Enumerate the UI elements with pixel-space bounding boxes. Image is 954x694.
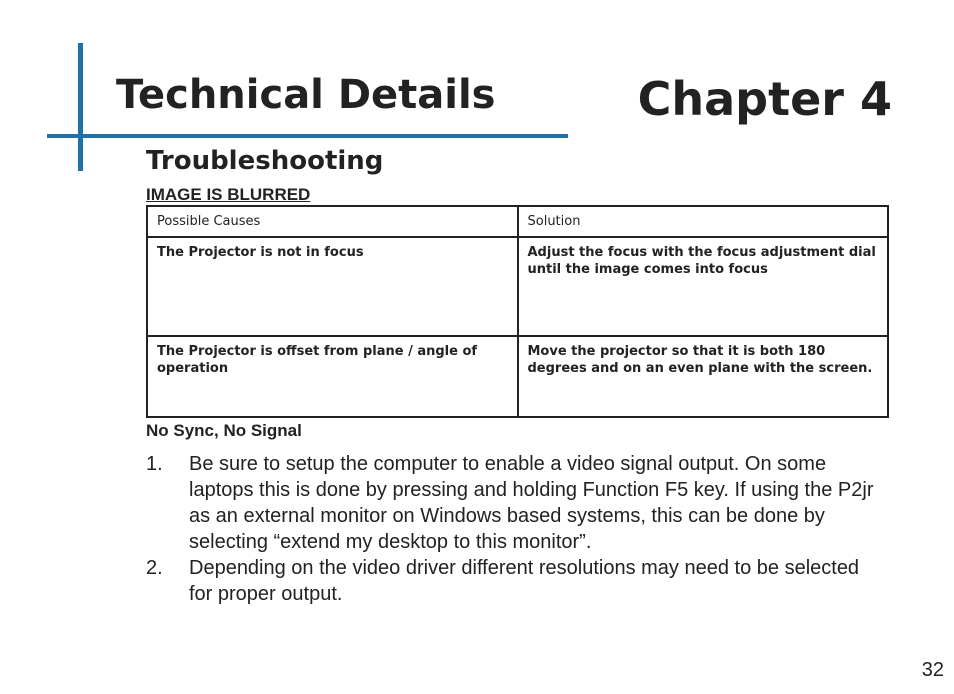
table-header-solution: Solution [518, 206, 889, 237]
issue-heading-image-blurred: IMAGE IS BLURRED [146, 185, 311, 204]
table-cell-cause: The Projector is not in focus [147, 237, 518, 336]
list-item-text: Be sure to setup the computer to enable a video signal output. On some laptops this is done by pressing and holding Function F5 key. If using the P2jr as an external monitor on Windows based systems, this can be done by selecting “extend my desktop to this monitor”. [189, 453, 874, 553]
table-cell-cause: The Projector is offset from plane / angle of operation [147, 336, 518, 417]
troubleshooting-table [146, 205, 889, 418]
accent-vertical-bar [78, 43, 83, 171]
page-title: Technical Details [116, 72, 496, 118]
list-item-number: 1. [146, 453, 163, 475]
list-item-number: 2. [146, 557, 163, 579]
steps-list [146, 451, 876, 607]
table-cell-solution: Move the projector so that it is both 180 degrees and on an even plane with the screen. [518, 336, 889, 417]
accent-horizontal-bar [47, 134, 568, 138]
section-heading-troubleshooting: Troubleshooting [146, 146, 384, 176]
table-cell-solution: Adjust the focus with the focus adjustment dial until the image comes into focus [518, 237, 889, 336]
issue-heading-no-sync: No Sync, No Signal [146, 421, 302, 440]
list-item [146, 555, 876, 607]
table-header-row [147, 206, 888, 237]
page-number: 32 [921, 659, 944, 681]
list-item [146, 451, 876, 555]
table-row [147, 336, 888, 417]
list-item-text: Depending on the video driver different resolutions may need to be selected for proper output. [189, 557, 860, 605]
table-row [147, 237, 888, 336]
chapter-heading: Chapter 4 [637, 72, 892, 126]
table-header-causes: Possible Causes [147, 206, 518, 237]
